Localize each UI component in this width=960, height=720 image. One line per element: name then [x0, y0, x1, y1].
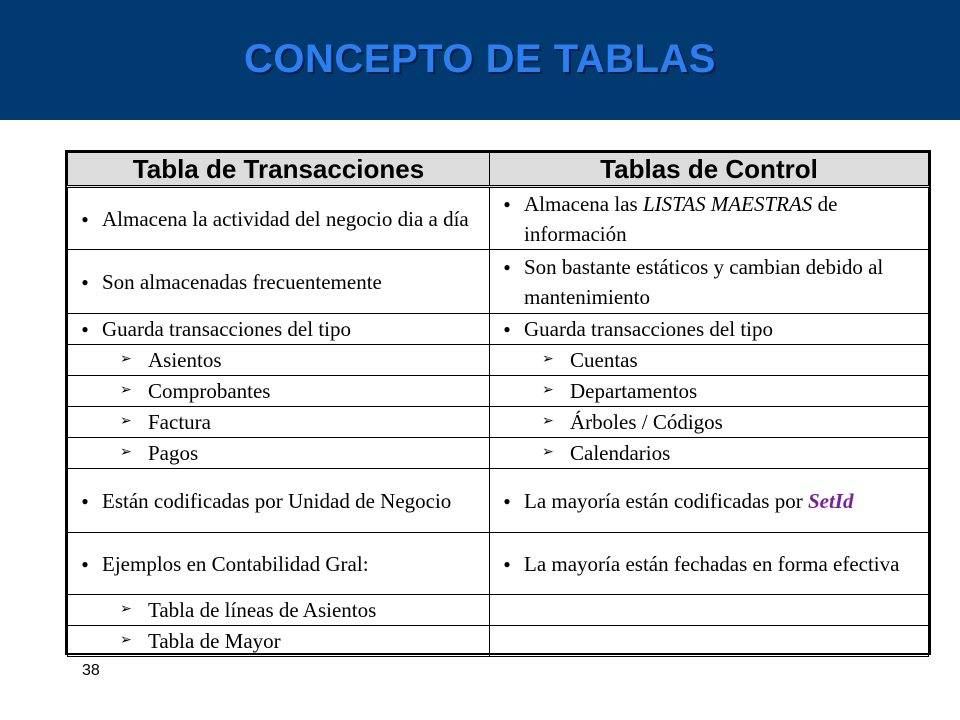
title-banner [0, 0, 960, 120]
left-cell [68, 314, 490, 345]
bullet-icon: ● [81, 556, 89, 571]
bullet-icon: ● [81, 322, 89, 336]
slide-title: CONCEPTO DE TABLAS [244, 37, 716, 81]
cell-text: Ejemplos en Contabilidad Gral: [102, 551, 369, 576]
left-cell [68, 595, 490, 626]
arrow-icon: ➢ [542, 445, 554, 460]
cell-text: Son almacenadas frecuentemente [102, 269, 382, 294]
cell-text: Son bastante estáticos y cambian debido al mantenimiento [524, 254, 884, 309]
cell-text [524, 189, 928, 249]
arrow-icon: ➢ [120, 352, 132, 367]
cell-text: Guarda transacciones del tipo [102, 317, 351, 341]
right-cell [490, 376, 929, 407]
header-control: Tablas de Control [490, 153, 929, 187]
cell-text: Almacena la actividad del negocio dia a día [102, 206, 469, 231]
cell-text: Guarda transacciones del tipo [524, 317, 773, 341]
left-cell [68, 187, 490, 250]
table-row [68, 250, 929, 314]
left-cell [68, 626, 490, 657]
left-cell [68, 345, 490, 376]
table-row [68, 533, 929, 595]
text-segment: Almacena las [524, 191, 643, 216]
table-row [68, 314, 929, 345]
page-number: 38 [82, 662, 100, 679]
bullet-icon: ● [503, 259, 511, 274]
cell-text: Tabla de Mayor [148, 629, 281, 653]
table-row [68, 376, 929, 407]
right-cell [490, 533, 929, 595]
arrow-icon: ➢ [120, 414, 132, 429]
table-grid [67, 152, 929, 657]
empty-cell [490, 626, 929, 657]
bullet-icon: ● [503, 322, 511, 336]
bullet-icon: ● [81, 274, 89, 289]
text-segment: de información [524, 191, 838, 246]
table-row [68, 469, 929, 533]
bullet-icon: ● [81, 493, 89, 508]
text-segment: La mayoría están codificadas por [524, 488, 808, 513]
left-cell [68, 469, 490, 533]
right-cell [490, 469, 929, 533]
cell-text: Árboles / Códigos [570, 410, 723, 434]
cell-text: Pagos [148, 441, 199, 465]
left-cell [68, 438, 490, 469]
left-cell [68, 407, 490, 438]
table-row [68, 595, 929, 626]
arrow-icon: ➢ [542, 414, 554, 429]
right-cell [490, 250, 929, 314]
left-cell [68, 250, 490, 314]
cell-text: Están codificadas por Unidad de Negocio [102, 488, 452, 513]
listas-maestras-text: LISTAS MAESTRAS [642, 191, 813, 216]
right-cell [490, 438, 929, 469]
header-transacciones: Tabla de Transacciones [68, 153, 490, 187]
right-cell [490, 345, 929, 376]
bullet-icon: ● [503, 196, 511, 211]
bullet-icon: ● [503, 493, 511, 508]
cell-text: Departamentos [570, 379, 698, 403]
cell-text: Factura [148, 410, 211, 434]
table-row [68, 626, 929, 657]
bullet-icon: ● [81, 211, 89, 226]
cell-text [524, 486, 853, 516]
bullet-icon: ● [503, 556, 511, 571]
right-cell [490, 314, 929, 345]
arrow-icon: ➢ [120, 633, 132, 648]
left-cell [68, 376, 490, 407]
table-row [68, 407, 929, 438]
left-cell [68, 533, 490, 595]
table-row [68, 438, 929, 469]
cell-text: Asientos [148, 348, 222, 372]
arrow-icon: ➢ [120, 383, 132, 398]
arrow-icon: ➢ [120, 445, 132, 460]
arrow-icon: ➢ [542, 383, 554, 398]
empty-cell [490, 595, 929, 626]
cell-text: Cuentas [570, 348, 638, 372]
cell-text: Comprobantes [148, 379, 271, 403]
right-cell [490, 187, 929, 250]
header-row [68, 153, 929, 187]
setid-text: SetId [807, 488, 854, 513]
comparison-table [65, 150, 931, 655]
arrow-icon: ➢ [542, 352, 554, 367]
cell-text: Calendarios [570, 441, 671, 465]
cell-text: La mayoría están fechadas en forma efectiva [524, 551, 900, 576]
cell-text: Tabla de líneas de Asientos [148, 598, 377, 622]
arrow-icon: ➢ [120, 602, 132, 617]
table-row [68, 187, 929, 250]
right-cell [490, 407, 929, 438]
table-row [68, 345, 929, 376]
